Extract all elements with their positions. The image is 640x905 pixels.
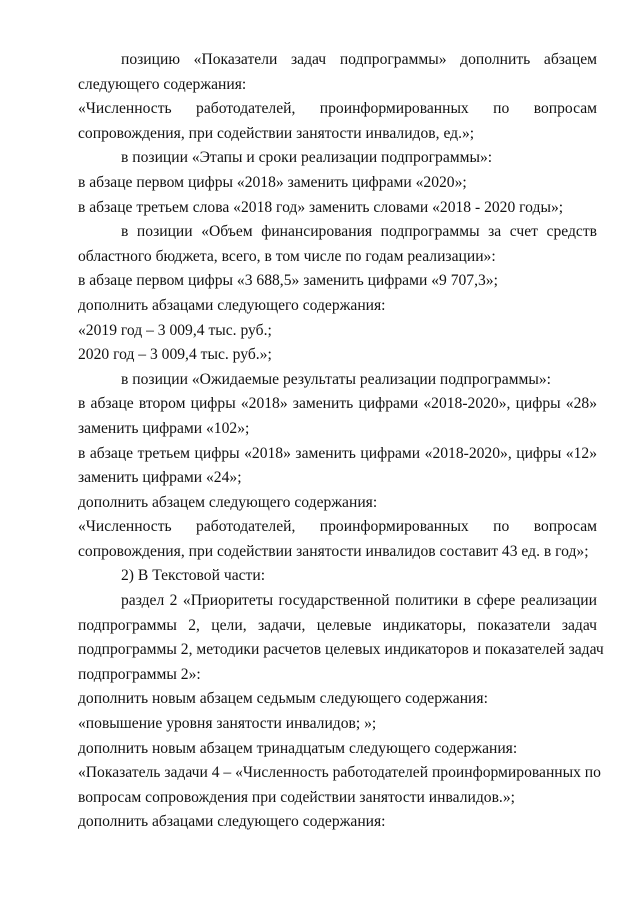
text-line: заменить цифрами «102»; — [78, 419, 250, 437]
text-line: подпрограммы 2»: — [78, 665, 201, 683]
text-line: в абзаце третьем слова «2018 год» заменить словами «2018 - 2020 годы»; — [78, 198, 564, 216]
text-line: дополнить абзацами следующего содержания: — [78, 813, 386, 831]
text-line: в абзаце втором цифры «2018» заменить цифрами «2018-2020», цифры «28» — [78, 395, 597, 413]
text-line: областного бюджета, всего, в том числе по годам реализации»: — [78, 247, 496, 265]
text-line: в абзаце первом цифры «3 688,5» заменить цифрами «9 707,3»; — [78, 272, 498, 290]
text-line: раздел 2 «Приоритеты государственной политики в сфере реализации — [121, 592, 597, 610]
text-line: в позиции «Этапы и сроки реализации подпрограммы»: — [121, 149, 493, 167]
text-line: «повышение уровня занятости инвалидов; »; — [78, 715, 377, 733]
text-line: сопровождения, при содействии занятости инвалидов, ед.»; — [78, 124, 475, 142]
text-line: дополнить новым абзацем седьмым следующего содержания: — [78, 690, 488, 708]
text-line: «Численность работодателей, проинформированных по вопросам — [78, 518, 597, 536]
text-line: дополнить новым абзацем тринадцатым следующего содержания: — [78, 739, 518, 757]
text-line: позицию «Показатели задач подпрограммы» дополнить абзацем — [121, 51, 597, 68]
text-line: следующего содержания: — [78, 75, 247, 93]
text-line: подпрограммы 2, цели, задачи, целевые индикаторы, показатели задач — [78, 616, 597, 634]
text-line: в позиции «Объем финансирования подпрограммы за счет средств — [121, 223, 597, 241]
text-line: «Численность работодателей, проинформированных по вопросам — [78, 100, 597, 118]
text-line: «2019 год – 3 009,4 тыс. руб.; — [78, 321, 272, 339]
text-line: в абзаце первом цифры «2018» заменить цифрами «2020»; — [78, 173, 467, 191]
text-line: 2020 год – 3 009,4 тыс. руб.»; — [78, 346, 272, 364]
text-line: «Показатель задачи 4 – «Численность работодателей проинформированных по — [78, 764, 601, 782]
text-line: в абзаце третьем цифры «2018» заменить цифрами «2018-2020», цифры «12» — [78, 444, 597, 462]
text-line: в позиции «Ожидаемые результаты реализации подпрограммы»: — [121, 370, 551, 388]
text-line: 2) В Текстовой части: — [121, 567, 266, 585]
text-line: сопровождения, при содействии занятости инвалидов составит 43 ед. в год»; — [78, 542, 589, 560]
text-line: дополнить абзацами следующего содержания: — [78, 296, 386, 314]
text-line: подпрограммы 2, методики расчетов целевых индикаторов и показателей задач — [78, 641, 604, 659]
text-line: заменить цифрами «24»; — [78, 469, 242, 487]
text-line: дополнить абзацем следующего содержания: — [78, 493, 378, 511]
text-line: вопросам сопровождения при содействии занятости инвалидов.»; — [78, 788, 515, 806]
